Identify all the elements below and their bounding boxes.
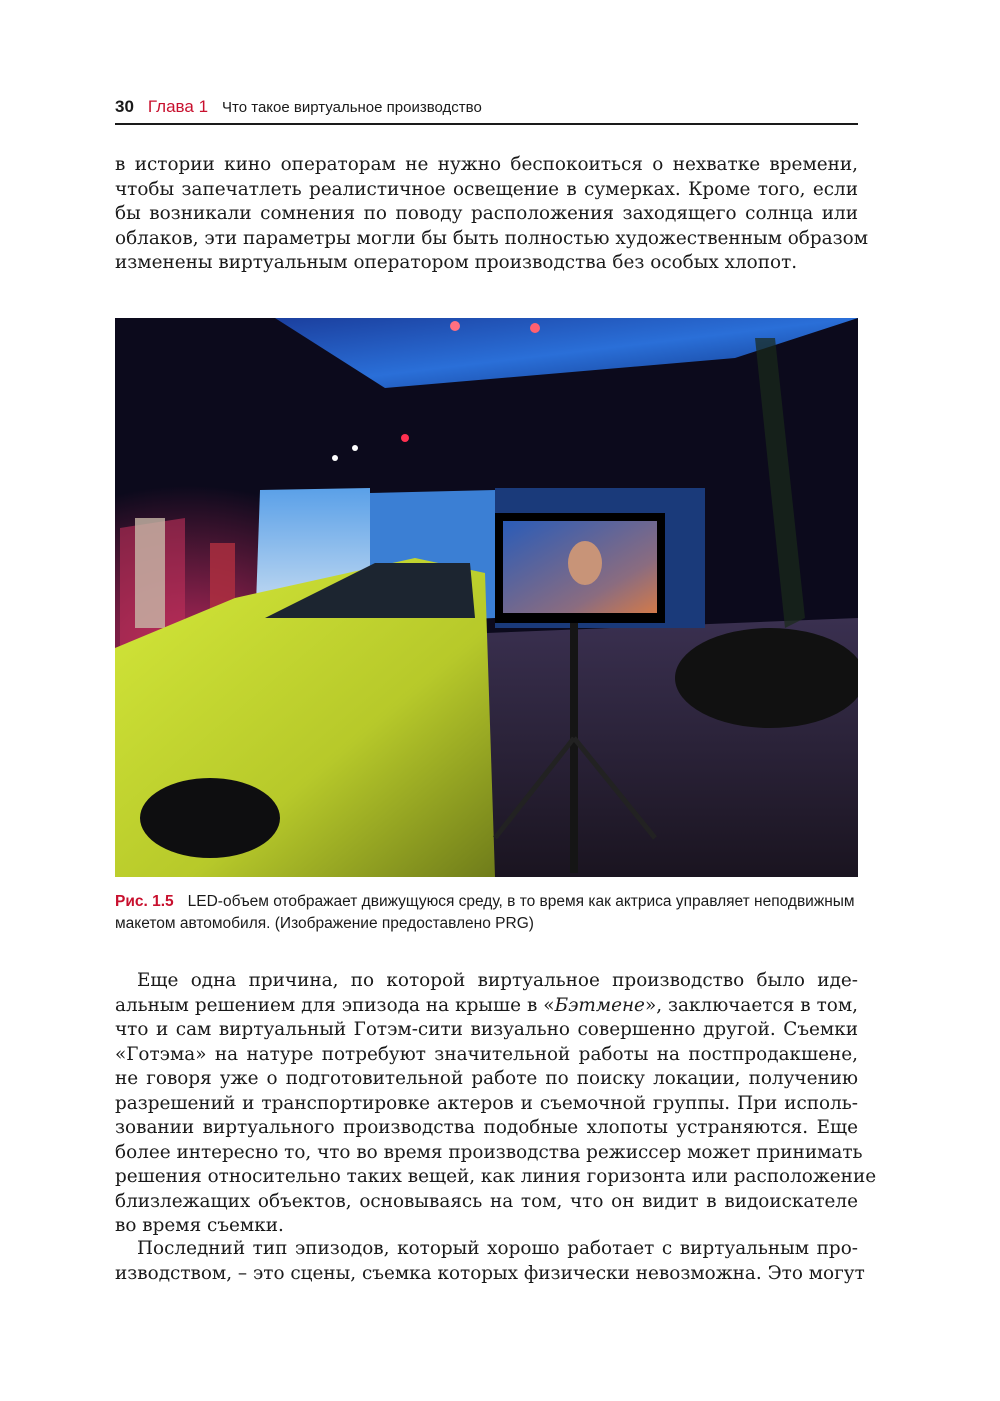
paragraph-3 [115,1237,865,1286]
text-line [115,994,858,1019]
text-line: бы возникали сомнения по поводу расположения заходящего солнца или [115,203,858,224]
chapter-label: Глава 1 [147,97,209,116]
text-line: в истории кино операторам не нужно беспокоиться о нехватке времени, [115,154,858,175]
text-line: Еще одна причина, по которой виртуальное производство было иде- [137,970,858,991]
text-line: чтобы запечатлеть реалистичное освещение в сумерках. Кроме того, если [115,178,858,200]
text-line: во время съемки. [115,1215,284,1236]
chapter-title: Что такое виртуальное производство [222,99,482,116]
text-line: решения относительно таких вещей, как линия горизонта или расположение [115,1166,877,1187]
text-fragment: », заключается в том, [644,994,858,1016]
figure-caption [115,891,858,935]
text-line: изменены виртуальным оператором производства без особых хлопот. [115,252,798,273]
figure-photo-led-volume [115,318,858,877]
paragraph-2 [115,969,877,1239]
text-line: изводством, – это сцены, съемка которых физически невозможна. Это могут [115,1262,865,1284]
led-volume-photo-illustration [115,318,858,877]
running-header [115,97,858,125]
paragraph-1 [115,153,869,276]
caption-text: LED-объем отображает движущуюся среду, в то время как актриса управляет неподвижным макетом автомобиля. (Изображение предоставлено PRG) [115,893,855,932]
text-line: облаков, эти параметры могли бы быть полностью художественным образом [115,227,869,249]
text-line: «Готэма» на натуре потребуют значительной работы на постпродакшене, [115,1043,858,1065]
text-line: не говоря уже о подготовительной работе по поиску локации, получению [115,1068,858,1089]
page-number: 30 [115,97,134,116]
text-line: близлежащих объектов, основываясь на том, что он видит в видоискателе [115,1190,858,1212]
book-title-emphasis: Бэтмене [554,994,645,1016]
text-line: более интересно то, что во время производства режиссер может принимать [115,1141,863,1163]
caption-label: Рис. 1.5 [115,893,174,910]
text-line: Последний тип эпизодов, который хорошо работает с виртуальным про- [137,1238,858,1259]
text-fragment: альным решением для эпизода на крыше в « [115,994,555,1016]
text-line: что и сам виртуальный Готэм-сити визуально совершенно другой. Съемки [115,1019,858,1040]
text-line: зовании виртуального производства подобные хлопоты устраняются. Еще [115,1117,858,1138]
text-line: разрешений и транспортировке актеров и съемочной группы. При исполь- [115,1092,858,1114]
